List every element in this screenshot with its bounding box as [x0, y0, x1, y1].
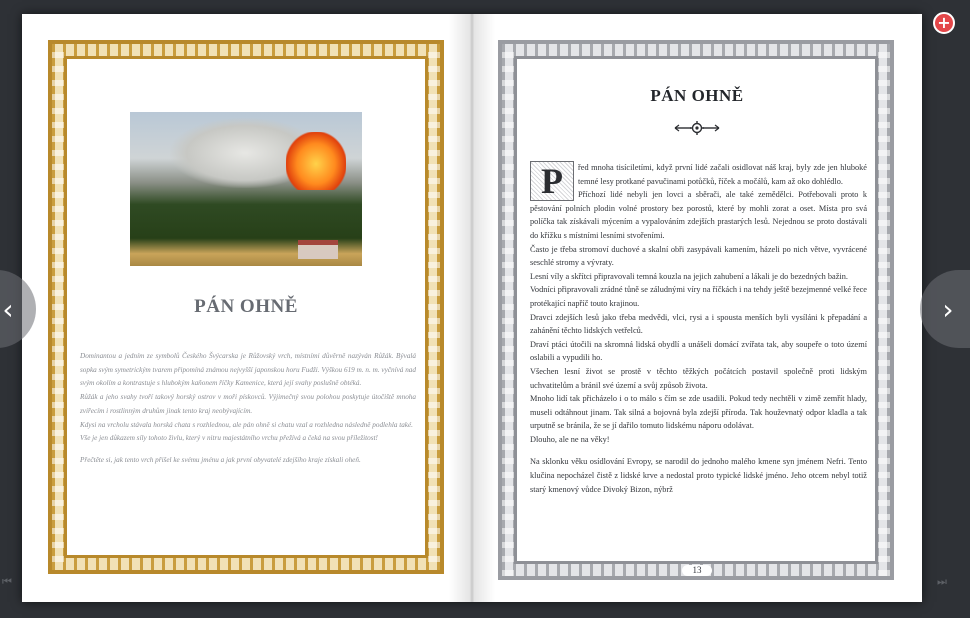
- story-paragraph: Mnoho lidí tak přicházelo i o to málo s čím se zde usadili. Pokud tedy nechtěli v zimě zemřít hlady, museli odtáhnout jinam. Tak silná a bojovná byla zdejší příroda. Tak houževnatý odpor kladla a tak urputně se bránila, že se jí dařilo tomuto lidskému náporu odolávat.: [530, 394, 867, 431]
- closing-paragraph: Přečtěte si, jak tento vrch přišel ke svému jménu a jak první obyvatelé zdejšího kraje získali oheň.: [80, 455, 361, 464]
- description-paragraph: Růžák a jeho svahy tvoří takový horský ostrov v moři pískovců. Výjimečný svou polohou poskytuje útočiště mnoha zvířecím i rostlinným druhům jinak tento kraj neobývajícím.: [80, 393, 416, 415]
- chalet-building: [298, 240, 338, 259]
- fleuron-ornament-icon: [673, 120, 721, 136]
- first-paragraph: [530, 161, 867, 201]
- left-page-description: [80, 350, 416, 468]
- fire-over-forest-photo: [130, 112, 362, 266]
- description-paragraph: Kdysi na vrcholu stávala horská chata s rozhlednou, ale pán ohně si chatu vzal a rozhledna následně podlehla také.: [80, 420, 413, 429]
- frame-ornament-left: [502, 44, 514, 576]
- story-paragraph: Draví ptáci útočili na skromná lidská obydlí a unášeli domácí zvířata tak, aby soupeře o toto území oslabili a vypudili ho.: [530, 339, 867, 363]
- frame-ornament-right: [878, 44, 890, 576]
- description-paragraph: Dominantou a jedním ze symbolů Českého Švýcarska je Růžovský vrch, místními důvěrně nazýván Růžák. Bývalá sopka svým symetrickým tvarem připomíná známou nejvyšší japonskou horu Fudži. Výškou 619 m. n. m. vyčnívá nad svým okolím a kontrastuje s hlubokým kaňonem říčky Kamenice, která její svahy poslušně obtéká.: [80, 352, 416, 388]
- first-paragraph-text: řed mnoha tisíciletími, když první lidé začali osidlovat náš kraj, byly zde jen hluboké temné lesy protkané pavučinami potůčků, říček a močálů, kam až oko dohlédlo.: [578, 163, 867, 186]
- story-paragraph: Všechen lesní život se prostě v těchto těžkých počátcích postavil společně proti lidským uchvatitelům a bránil své území a svůj způsob života.: [530, 366, 867, 390]
- book-spread: [22, 14, 922, 602]
- story-paragraph: Často je třeba stromoví duchové a skalní obři zasypávali kamením, házeli po nich větve, vyvrácené seschlé stromy a vývraty.: [530, 244, 867, 268]
- left-page[interactable]: [22, 14, 472, 602]
- zoom-in-button[interactable]: +: [933, 12, 955, 34]
- story-paragraph: Lesní víly a skřítci připravovali temná kouzla na jejich zahubení a lákali je do bezedných bažin.: [530, 271, 848, 281]
- description-paragraph: Vše je jen důkazem síly tohoto živlu, který v nitru majestátního vrchu přežívá a čeká na svou příležitost!: [80, 434, 378, 443]
- next-page-button[interactable]: [920, 270, 970, 348]
- book-spine-shadow: [449, 14, 495, 602]
- chevron-right-icon: ›: [942, 292, 954, 326]
- story-paragraph-last: Na sklonku věku osídlování Evropy, se narodil do jednoho malého kmene syn jménem Nefri. Tento klučina nepocházel čistě z lidské krve a nedostal proto typické lidské jméno. Jeho otcem nebyl totiž starý kmenový vůdce Divoký Bizon, nýbrž: [530, 457, 867, 494]
- right-page[interactable]: [472, 14, 922, 602]
- story-paragraph: Dravci zdejších lesů jako třeba medvědi, vlci, rysi a i spousta menších byli vysíláni k přepadání a zahánění těchto lidských vetřelců.: [530, 312, 867, 336]
- flame-creature: [286, 132, 346, 190]
- left-page-title: PÁN OHNĚ: [194, 296, 298, 317]
- dropcap-letter: P: [530, 161, 574, 201]
- chevron-left-icon: ‹: [2, 292, 14, 326]
- page-number: 13: [682, 565, 712, 576]
- story-paragraph: Vodníci připravovali zrádné tůně se záludnými víry na říčkách i na tehdy ještě bezejmenné velké řece protékající napříč touto krajinou.: [530, 285, 867, 308]
- story-text: [530, 161, 867, 496]
- first-page-icon[interactable]: ⏮: [2, 575, 12, 588]
- story-paragraph: Příchozí lidé nebyli jen lovci a sběrači, ale také zemědělci. Potřebovali proto k pěstování polních plodin volné prostory bez porostů, které by mohli zorat a oset. Místa pro svá políčka tak získávali mýcením a vypalováním zdejších prastarých lesů. Nejednou se proto dostávali do křížku s místními lesními stvořeními.: [530, 190, 867, 240]
- story-paragraph: Dlouho, ale ne na věky!: [530, 434, 610, 444]
- last-page-icon[interactable]: ⏭: [937, 575, 947, 588]
- right-page-title: PÁN OHNĚ: [650, 86, 744, 105]
